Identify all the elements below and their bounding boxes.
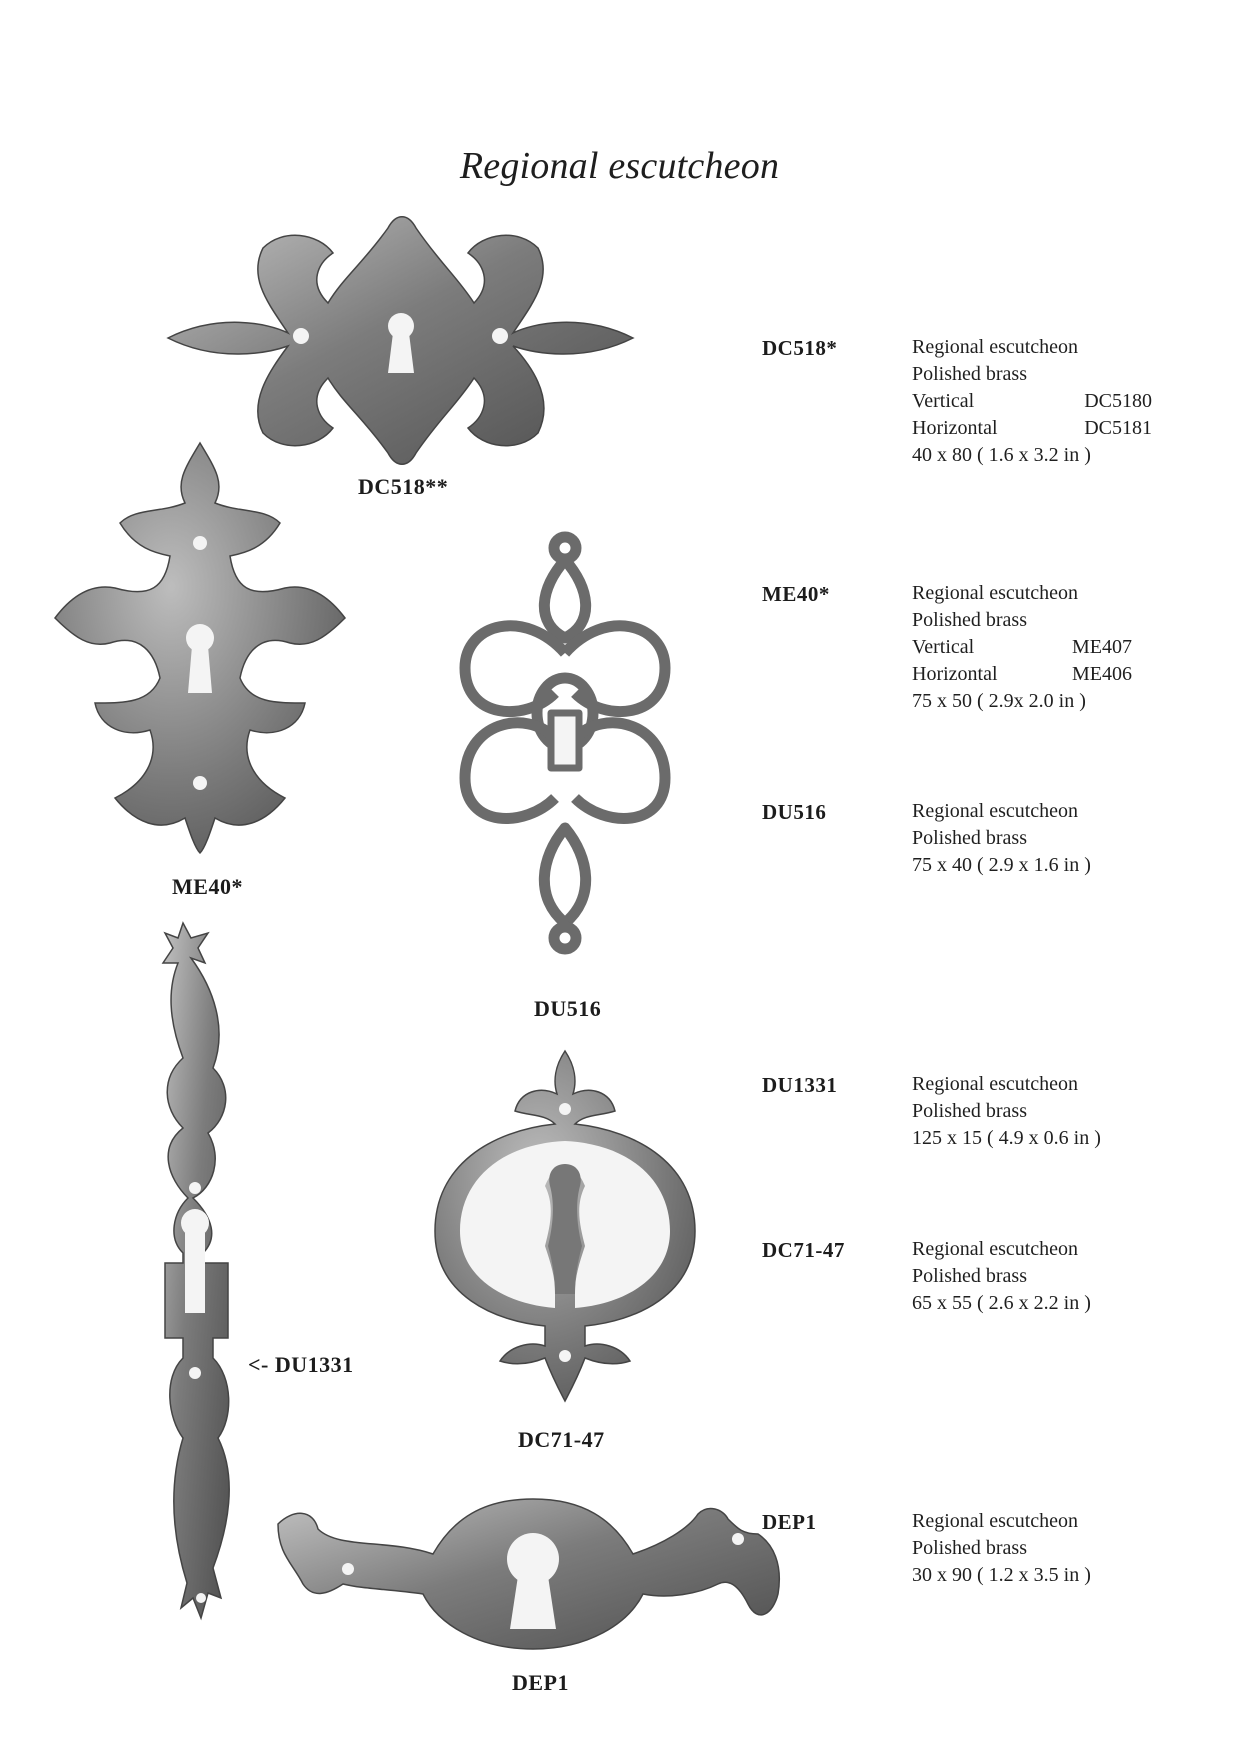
du516-escutcheon-image	[445, 528, 685, 968]
product-finish: Polished brass	[912, 1265, 1027, 1287]
product-size: 30 x 90 ( 1.2 x 3.5 in )	[912, 1564, 1091, 1586]
product-code-dc518: DC518*	[762, 336, 838, 360]
product-code-du1331: DU1331	[762, 1073, 838, 1097]
product-code-du516: DU516	[762, 800, 827, 824]
product-code-dep1: DEP1	[762, 1510, 817, 1534]
horizontal-label: Horizontal	[912, 417, 998, 439]
product-size: 65 x 55 ( 2.6 x 2.2 in )	[912, 1292, 1091, 1314]
product-desc-du1331	[912, 1071, 1152, 1152]
du1331-caption: <- DU1331	[248, 1352, 354, 1377]
vertical-code: DC5180	[1084, 390, 1152, 412]
product-desc-dc518	[912, 334, 1152, 469]
product-finish: Polished brass	[912, 1100, 1027, 1122]
du1331-escutcheon-image	[143, 918, 253, 1638]
page-title: Regional escutcheon	[459, 145, 780, 187]
dep1-escutcheon-image	[268, 1484, 808, 1664]
product-name: Regional escutcheon	[912, 336, 1079, 358]
horizontal-row	[912, 415, 1152, 442]
product-name: Regional escutcheon	[912, 1238, 1079, 1260]
me40-escutcheon-image	[50, 438, 350, 858]
dc518-caption: DC518**	[358, 474, 449, 499]
vertical-row	[912, 634, 1132, 661]
product-desc-du516	[912, 798, 1152, 879]
dc518-escutcheon-image	[158, 208, 638, 470]
product-desc-dc7147	[912, 1236, 1152, 1317]
dc7147-caption: DC71-47	[518, 1427, 605, 1452]
horizontal-row	[912, 661, 1132, 688]
horizontal-code: ME406	[1072, 663, 1132, 685]
dep1-caption: DEP1	[512, 1670, 569, 1695]
horizontal-label: Horizontal	[912, 663, 998, 685]
du516-caption: DU516	[534, 996, 602, 1021]
product-size: 40 x 80 ( 1.6 x 3.2 in )	[912, 444, 1091, 466]
product-name: Regional escutcheon	[912, 1073, 1079, 1095]
vertical-label: Vertical	[912, 390, 975, 412]
product-name: Regional escutcheon	[912, 800, 1079, 822]
vertical-row	[912, 388, 1152, 415]
product-code-me40: ME40*	[762, 582, 830, 606]
product-size: 75 x 40 ( 2.9 x 1.6 in )	[912, 854, 1091, 876]
vertical-label: Vertical	[912, 636, 975, 658]
product-desc-me40	[912, 580, 1152, 715]
product-finish: Polished brass	[912, 1537, 1027, 1559]
product-finish: Polished brass	[912, 609, 1027, 631]
product-finish: Polished brass	[912, 363, 1027, 385]
product-code-dc7147: DC71-47	[762, 1238, 845, 1262]
product-size: 125 x 15 ( 4.9 x 0.6 in )	[912, 1127, 1101, 1149]
product-size: 75 x 50 ( 2.9x 2.0 in )	[912, 690, 1086, 712]
horizontal-code: DC5181	[1084, 417, 1152, 439]
product-name: Regional escutcheon	[912, 582, 1079, 604]
product-desc-dep1	[912, 1508, 1152, 1589]
product-finish: Polished brass	[912, 827, 1027, 849]
me40-caption: ME40*	[172, 874, 243, 899]
vertical-code: ME407	[1072, 636, 1132, 658]
product-name: Regional escutcheon	[912, 1510, 1079, 1532]
dc7147-escutcheon-image	[425, 1046, 705, 1406]
